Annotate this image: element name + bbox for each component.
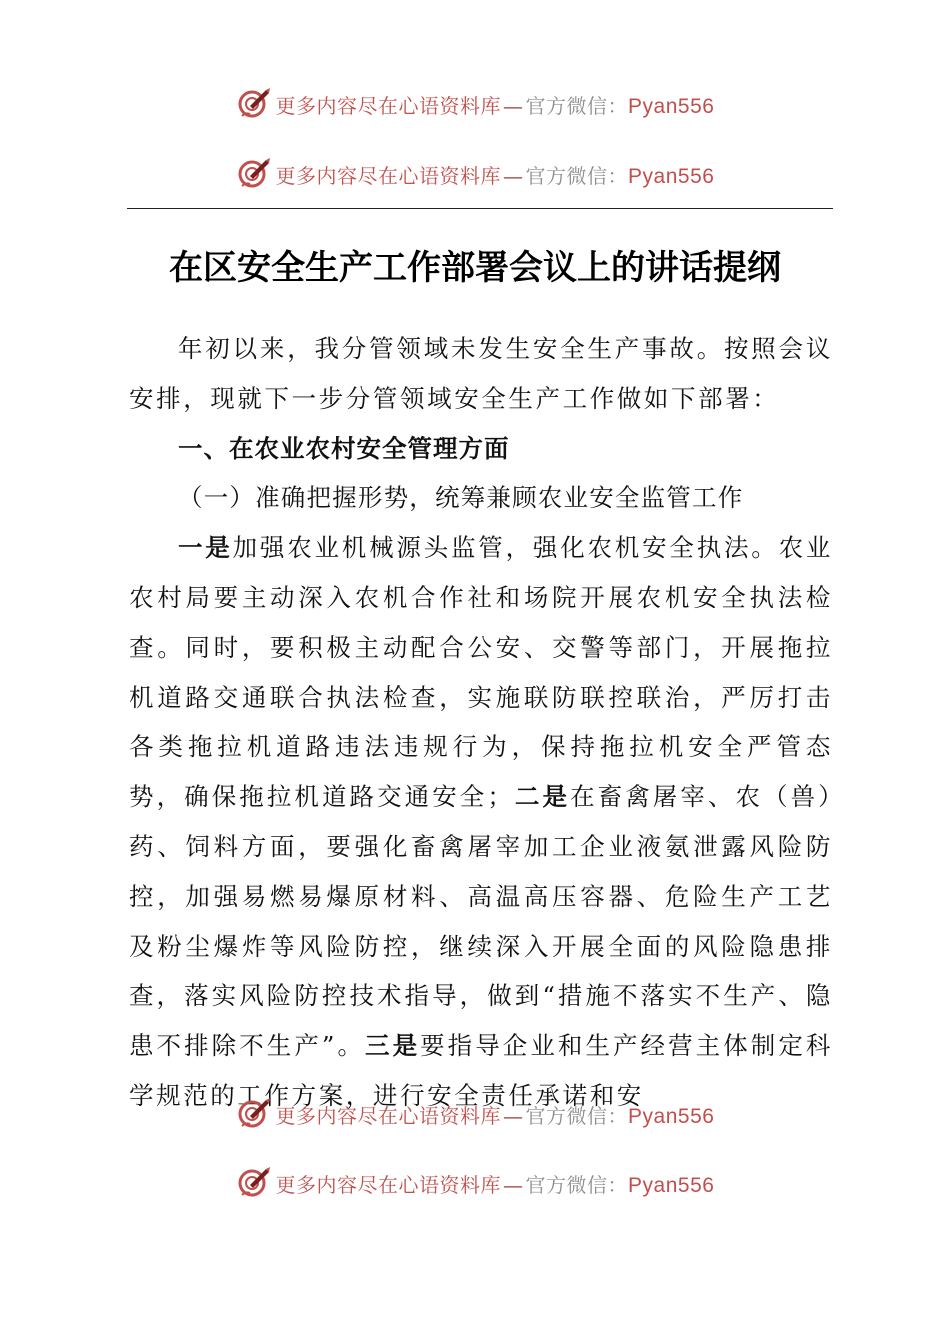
pen-logo-icon bbox=[236, 1096, 272, 1132]
document-body bbox=[129, 324, 833, 1121]
point-text-2: 在畜禽屠宰、农（兽）药、饲料方面，要强化畜禽屠宰加工企业液氨泄露风险防控，加强易燃易爆原材料、高温高压容器、危险生产工艺及粉尘爆炸等风险防控，继续深入开展全面的风险隐患排查，落实风险防控技术指导，做到“措施不落实不生产、隐患不排除不生产”。 bbox=[129, 782, 834, 1061]
subsection-heading: （一）准确把握形势，统筹兼顾农业安全监管工作 bbox=[178, 483, 744, 513]
pen-logo-icon bbox=[236, 1165, 272, 1201]
pen-logo-icon bbox=[236, 86, 272, 122]
watermark-banner-bottom-1 bbox=[0, 1094, 950, 1134]
watermark-banner-top-2 bbox=[0, 154, 950, 194]
watermark-banner-bottom-2 bbox=[0, 1163, 950, 1203]
watermark-text: 更多内容尽在心语资料库 — 官方微信：Pyan556 bbox=[275, 163, 715, 188]
watermark-text: 更多内容尽在心语资料库 — 官方微信：Pyan556 bbox=[275, 1172, 715, 1197]
point-lead-3: 三是 bbox=[365, 1031, 421, 1061]
intro-paragraph: 年初以来，我分管领域未发生安全生产事故。按照会议安排，现就下一步分管领域安全生产工作做如下部署： bbox=[129, 334, 833, 413]
section-heading: 一、在农业农村安全管理方面 bbox=[178, 433, 510, 463]
document-title: 在区安全生产工作部署会议上的讲话提纲 bbox=[169, 248, 781, 288]
point-text-3: 要指导企业和生产经营主体制定科学规范的工作方案，进行安全责任承诺和安 bbox=[129, 1031, 833, 1110]
body-paragraph bbox=[129, 523, 833, 1121]
point-lead-2: 二是 bbox=[514, 782, 571, 812]
watermark-banner-top-1 bbox=[0, 84, 950, 124]
pen-logo-icon bbox=[236, 156, 272, 192]
header-divider bbox=[127, 208, 833, 209]
point-text-1: 加强农业机械源头监管，强化农机安全执法。农业农村局要主动深入农机合作社和场院开展农机安全执法检查。同时，要积极主动配合公安、交警等部门，开展拖拉机道路交通联合执法检查，实施联防联控联治，严厉打击各类拖拉机道路违法违规行为，保持拖拉机安全严管态势，确保拖拉机道路交通安全； bbox=[129, 533, 834, 812]
watermark-text: 更多内容尽在心语资料库 — 官方微信：Pyan556 bbox=[275, 1103, 715, 1128]
point-lead-1: 一是 bbox=[178, 533, 233, 563]
watermark-text: 更多内容尽在心语资料库 — 官方微信：Pyan556 bbox=[275, 93, 715, 118]
